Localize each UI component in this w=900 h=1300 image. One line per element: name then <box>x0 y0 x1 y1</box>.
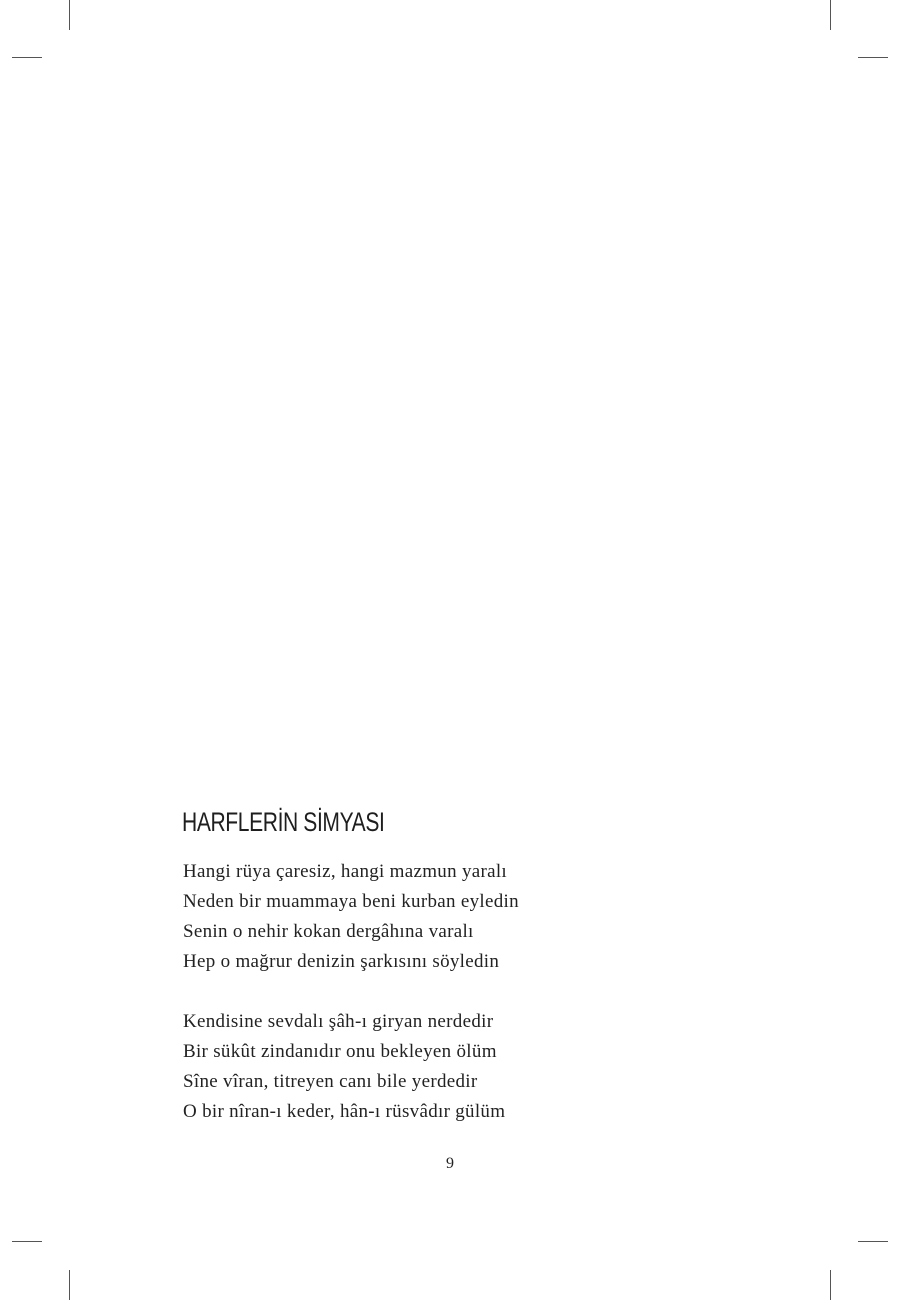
stanza-1 <box>183 857 519 977</box>
crop-mark-bottom-left-vertical <box>69 1270 70 1300</box>
crop-mark-bottom-right-horizontal <box>858 1241 888 1242</box>
crop-mark-bottom-left-horizontal <box>12 1241 42 1242</box>
verse-line: Bir sükût zindanıdır onu bekleyen ölüm <box>183 1041 497 1062</box>
stanza-2 <box>183 1007 505 1127</box>
verse-line: Hangi rüya çaresiz, hangi mazmun yaralı <box>183 861 508 882</box>
crop-mark-top-right-horizontal <box>858 57 888 58</box>
verse-line: O bir nîran-ı keder, hân-ı rüsvâdır gülüm <box>183 1101 506 1122</box>
verse-line: Senin o nehir kokan dergâhına varalı <box>183 921 474 942</box>
page-number: 9 <box>446 1155 454 1172</box>
crop-mark-top-left-vertical <box>69 0 70 30</box>
crop-mark-bottom-right-vertical <box>830 1270 831 1300</box>
crop-mark-top-left-horizontal <box>12 57 42 58</box>
verse-line: Neden bir muammaya beni kurban eyledin <box>183 891 519 912</box>
verse-line: Kendisine sevdalı şâh-ı giryan nerdedir <box>183 1011 494 1032</box>
crop-mark-top-right-vertical <box>830 0 831 30</box>
verse-line: Sîne vîran, titreyen canı bile yerdedir <box>183 1071 478 1092</box>
verse-line: Hep o mağrur denizin şarkısını söyledin <box>183 951 500 972</box>
poem-title: HARFLERİN SİMYASI <box>182 807 385 837</box>
